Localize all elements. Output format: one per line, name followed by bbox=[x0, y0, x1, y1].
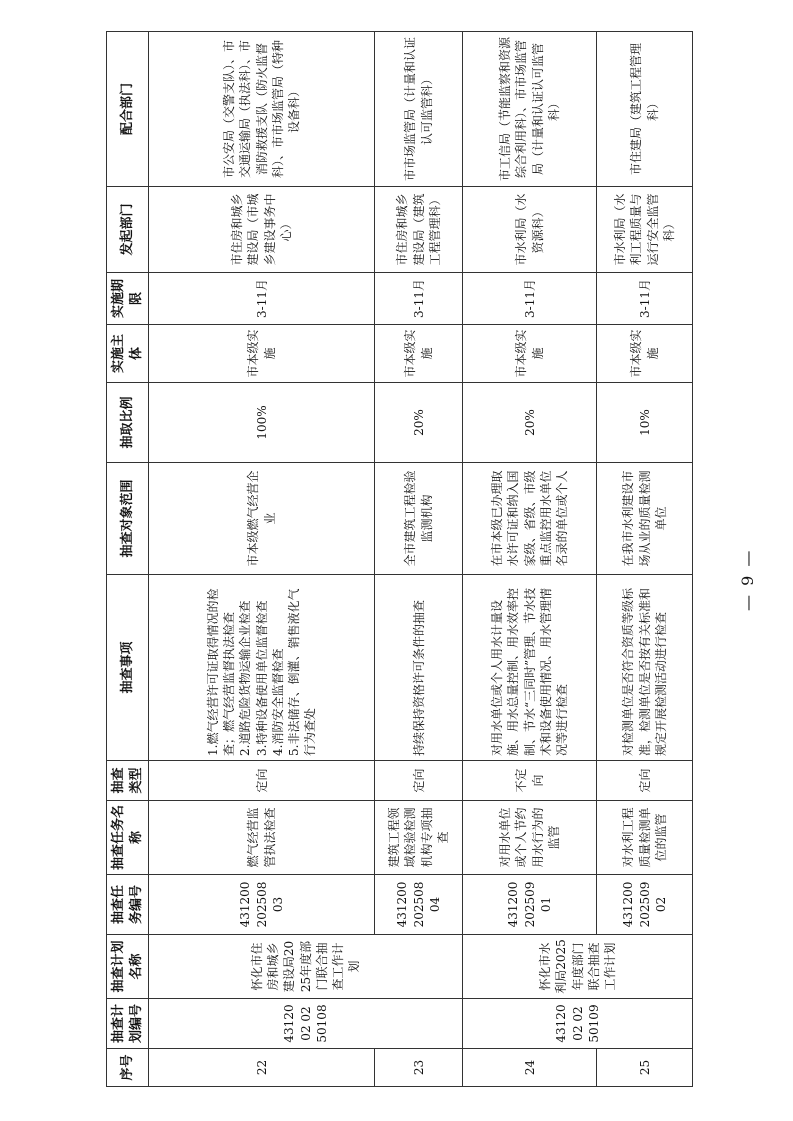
cell-subject: 市本级实施 bbox=[149, 325, 375, 383]
cell-period: 3-11月 bbox=[149, 273, 375, 325]
cell-plan-name: 怀化市住房和城乡建设局2025年度部门联合抽查工作计划 bbox=[149, 935, 463, 999]
cell-initiator: 市水利局（水利工程质量与运行安全监管科） bbox=[597, 187, 693, 273]
inspection-plan-table bbox=[106, 31, 693, 1087]
cell-type: 定向 bbox=[149, 761, 375, 801]
cell-items: 对检测单位是否符合资质等级标准，检测单位是否按有关标准和规定开展检测活动进行检查 bbox=[597, 575, 693, 761]
cell-cooperator: 市市场监管局（计量和认证认可监管科） bbox=[375, 32, 463, 187]
header-task-name: 抽查任务名称 bbox=[107, 801, 149, 875]
cell-seq: 24 bbox=[463, 1049, 597, 1087]
cell-initiator: 市住房和城乡建设局（建筑工程管理科） bbox=[375, 187, 463, 273]
header-seq: 序号 bbox=[107, 1049, 149, 1087]
rotated-table-container bbox=[106, 32, 692, 1087]
table-header-row bbox=[107, 32, 149, 1087]
cell-ratio: 10% bbox=[597, 383, 693, 463]
cell-task-name: 建筑工程领域检验检测机构专项抽查 bbox=[375, 801, 463, 875]
header-initiator: 发起部门 bbox=[107, 187, 149, 273]
cell-type: 定向 bbox=[597, 761, 693, 801]
cell-scope: 在我市水利建设市场从业的质量检测单位 bbox=[597, 463, 693, 575]
cell-period: 3-11月 bbox=[597, 273, 693, 325]
cell-subject: 市本级实施 bbox=[597, 325, 693, 383]
cell-ratio: 20% bbox=[463, 383, 597, 463]
cell-plan-code: 4312002 0250109 bbox=[463, 999, 693, 1049]
cell-initiator: 市水利局（水资源科） bbox=[463, 187, 597, 273]
cell-period: 3-11月 bbox=[463, 273, 597, 325]
header-subject: 实施主体 bbox=[107, 325, 149, 383]
cell-scope: 在市本级已办理取水许可证和纳入国家级、省级、市级重点监控用水单位名录的单位或个人 bbox=[463, 463, 597, 575]
table-row bbox=[149, 32, 375, 1087]
header-scope: 抽查对象范围 bbox=[107, 463, 149, 575]
table-row bbox=[463, 32, 597, 1087]
header-task-code: 抽查任务编号 bbox=[107, 875, 149, 935]
cell-ratio: 20% bbox=[375, 383, 463, 463]
page-number: — 9 — bbox=[738, 548, 757, 612]
cell-seq: 22 bbox=[149, 1049, 375, 1087]
cell-seq: 23 bbox=[375, 1049, 463, 1087]
cell-items: 持续保持资格许可条件的抽查 bbox=[375, 575, 463, 761]
cell-type: 定向 bbox=[375, 761, 463, 801]
cell-scope: 市本级燃气经营企业 bbox=[149, 463, 375, 575]
cell-task-name: 对用水单位或个人节约用水行为的监管 bbox=[463, 801, 597, 875]
header-plan-name: 抽查计划名称 bbox=[107, 935, 149, 999]
cell-cooperator: 市住建局（建筑工程管理科） bbox=[597, 32, 693, 187]
header-plan-code: 抽查计划编号 bbox=[107, 999, 149, 1049]
cell-task-code: 431200 202508 04 bbox=[375, 875, 463, 935]
cell-subject: 市本级实施 bbox=[463, 325, 597, 383]
cell-initiator: 市住房和城乡建设局（市城乡建设事务中心） bbox=[149, 187, 375, 273]
table-row bbox=[375, 32, 463, 1087]
header-type: 抽查类型 bbox=[107, 761, 149, 801]
cell-task-code: 431200 202508 03 bbox=[149, 875, 375, 935]
table-row bbox=[597, 32, 693, 1087]
cell-type: 不定向 bbox=[463, 761, 597, 801]
cell-period: 3-11月 bbox=[375, 273, 463, 325]
cell-items: 对用水单位或个人用水计量设施、用水总量控制、用水效率控制、节水“三同时”管理、节水技术和设备使用情况、用水管理情况等进行检查 bbox=[463, 575, 597, 761]
cell-cooperator: 市工信局（节能监察和资源综合利用科）、市市场监管局（计量和认证认可监管科） bbox=[463, 32, 597, 187]
header-cooperator: 配合部门 bbox=[107, 32, 149, 187]
cell-ratio: 100% bbox=[149, 383, 375, 463]
cell-task-name: 燃气经营监管执法检查 bbox=[149, 801, 375, 875]
cell-subject: 市本级实施 bbox=[375, 325, 463, 383]
cell-task-code: 431200 202509 02 bbox=[597, 875, 693, 935]
header-items: 抽查事项 bbox=[107, 575, 149, 761]
header-ratio: 抽取比例 bbox=[107, 383, 149, 463]
cell-task-name: 对水利工程质量检测单位的监管 bbox=[597, 801, 693, 875]
cell-seq: 25 bbox=[597, 1049, 693, 1087]
header-period: 实施期限 bbox=[107, 273, 149, 325]
cell-plan-name: 怀化市水利局2025年度部门联合抽查工作计划 bbox=[463, 935, 693, 999]
cell-plan-code: 4312002 0250108 bbox=[149, 999, 463, 1049]
cell-task-code: 431200 202509 01 bbox=[463, 875, 597, 935]
cell-items: 1.燃气经营许可证取得情况的检查；燃气经营监督执法检查 2.道路危险货物运输企业检查 3.特种设备使用单位监督检查 4.消防安全监督检查 5.非法储存、倒灌、销售液化气行为查处 bbox=[149, 575, 375, 761]
cell-cooperator: 市公安局（交警支队）、市交通运输局（执法科）、市消防救援支队（防火监督科）、市市场监管局（特种设备科） bbox=[149, 32, 375, 187]
cell-scope: 全市建筑工程检验监测机构 bbox=[375, 463, 463, 575]
